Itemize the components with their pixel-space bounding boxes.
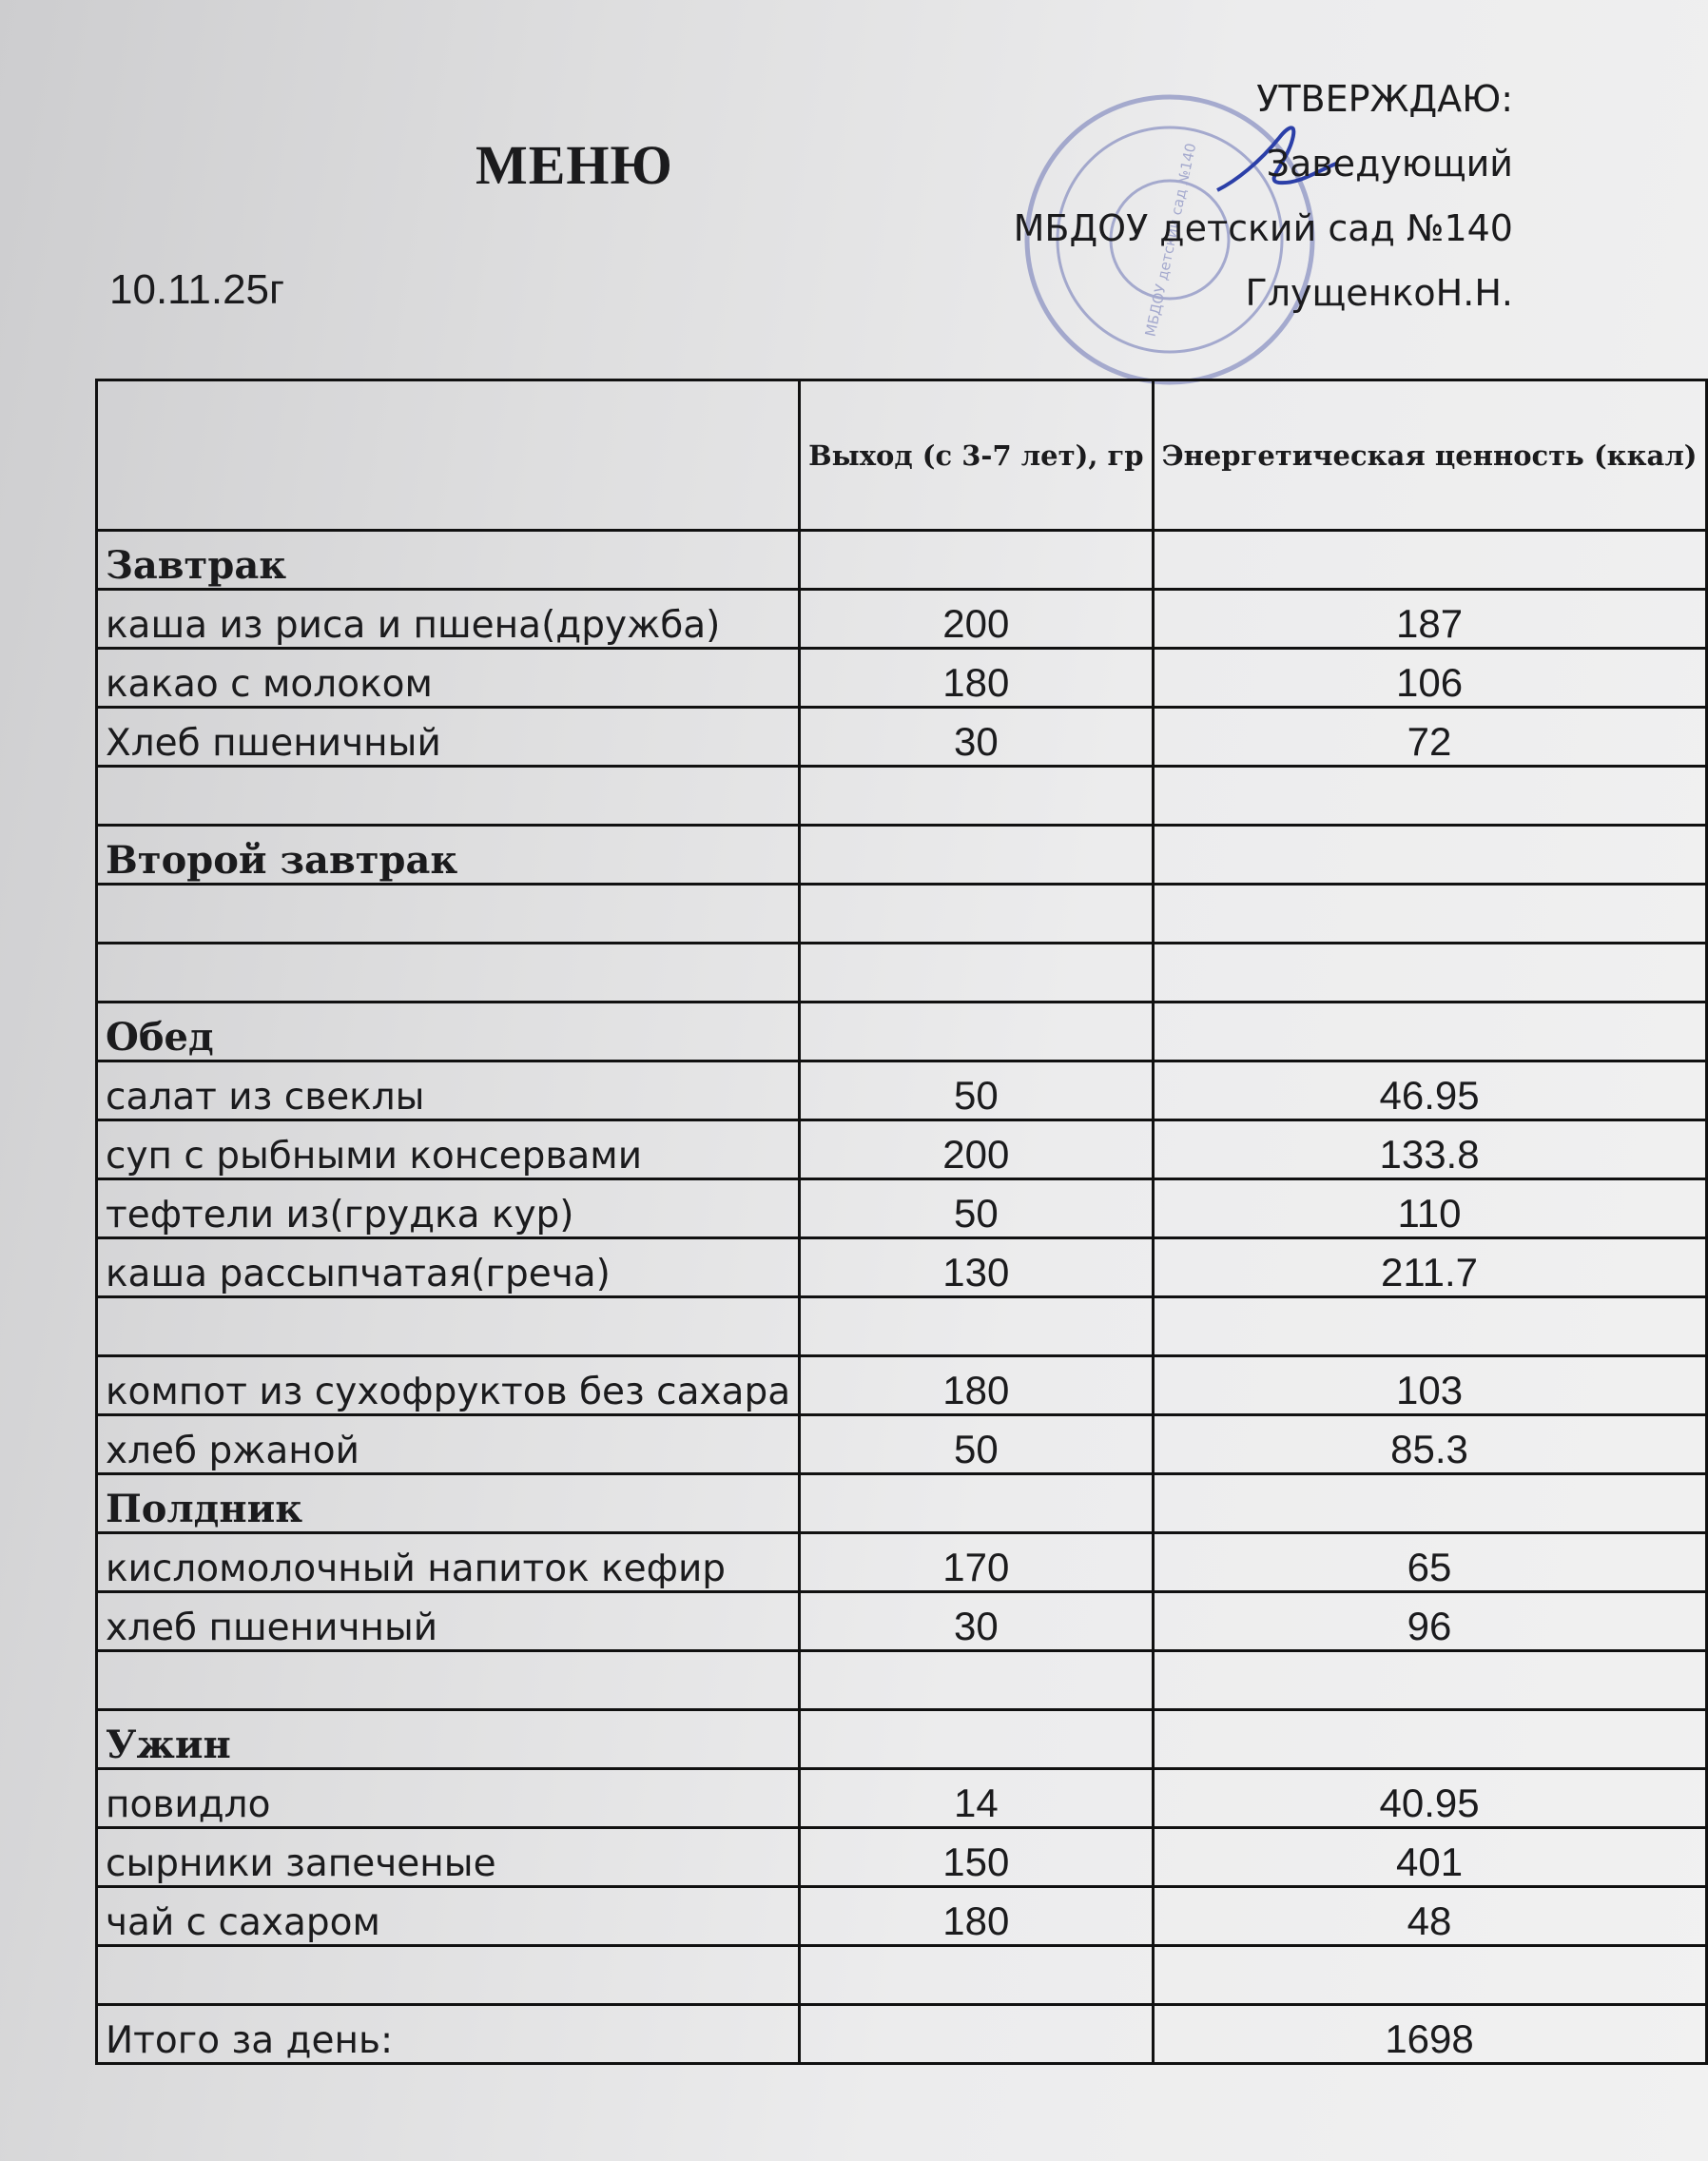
energy-cell: 40.95: [1153, 1769, 1706, 1828]
dish-name: повидло: [97, 1769, 800, 1828]
table-row: [97, 1356, 1707, 1415]
energy-cell: [1153, 1946, 1706, 2005]
energy-cell: 211.7: [1153, 1238, 1706, 1297]
dish-name: [97, 885, 800, 944]
table-row: [97, 1061, 1707, 1120]
blank-row: [97, 1297, 1707, 1356]
yield-cell: 200: [800, 1120, 1153, 1179]
meal-section-label: Второй завтрак: [97, 826, 800, 885]
dish-name: суп с рыбными консервами: [97, 1120, 800, 1179]
yield-cell: 50: [800, 1415, 1153, 1474]
meal-section-label: Ужин: [97, 1710, 800, 1769]
yield-cell: 150: [800, 1828, 1153, 1887]
energy-cell: [1153, 944, 1706, 1003]
dish-name: сырники запеченые: [97, 1828, 800, 1887]
energy-cell: 106: [1153, 649, 1706, 708]
energy-cell: [1153, 1474, 1706, 1533]
yield-cell: 200: [800, 590, 1153, 649]
table-row: [97, 708, 1707, 767]
section-row: [97, 531, 1707, 590]
meal-section-label: Полдник: [97, 1474, 800, 1533]
energy-cell: 103: [1153, 1356, 1706, 1415]
yield-cell: 180: [800, 1356, 1153, 1415]
dish-name: каша рассыпчатая(греча): [97, 1238, 800, 1297]
dish-name: компот из сухофруктов без сахара: [97, 1356, 800, 1415]
dish-name: хлеб ржаной: [97, 1415, 800, 1474]
meal-section-label: Обед: [97, 1003, 800, 1061]
energy-cell: 85.3: [1153, 1415, 1706, 1474]
dish-name: хлеб пшеничный: [97, 1592, 800, 1651]
yield-cell: [800, 1297, 1153, 1356]
yield-cell: 180: [800, 1887, 1153, 1946]
yield-cell: [800, 1003, 1153, 1061]
table-row: [97, 1592, 1707, 1651]
energy-cell: [1153, 531, 1706, 590]
section-row: [97, 1003, 1707, 1061]
energy-cell: [1153, 1003, 1706, 1061]
energy-cell: 48: [1153, 1887, 1706, 1946]
dish-name: каша из риса и пшена(дружба): [97, 590, 800, 649]
table-row: [97, 590, 1707, 649]
dish-name: [97, 1651, 800, 1710]
dish-name: чай с сахаром: [97, 1887, 800, 1946]
yield-cell: 170: [800, 1533, 1153, 1592]
yield-cell: [800, 1474, 1153, 1533]
total-row: [97, 2005, 1707, 2064]
table-row: [97, 1179, 1707, 1238]
section-row: [97, 826, 1707, 885]
approval-block: [1014, 67, 1513, 325]
blank-row: [97, 944, 1707, 1003]
yield-cell: 30: [800, 1592, 1153, 1651]
dish-name: [97, 944, 800, 1003]
dish-name: кисломолочный напиток кефир: [97, 1533, 800, 1592]
table-row: [97, 1120, 1707, 1179]
yield-cell: [800, 1710, 1153, 1769]
table-row: [97, 1887, 1707, 1946]
energy-cell: 65: [1153, 1533, 1706, 1592]
page-title: МЕНЮ: [476, 134, 673, 196]
dish-name: Хлеб пшеничный: [97, 708, 800, 767]
energy-cell: 187: [1153, 590, 1706, 649]
yield-cell: [800, 885, 1153, 944]
energy-cell: 46.95: [1153, 1061, 1706, 1120]
yield-cell: 14: [800, 1769, 1153, 1828]
blank-row: [97, 1946, 1707, 2005]
menu-date: 10.11.25г: [109, 266, 285, 313]
total-energy-cell: 1698: [1153, 2005, 1706, 2064]
yield-cell: 30: [800, 708, 1153, 767]
meal-section-label: Завтрак: [97, 531, 800, 590]
yield-cell: 50: [800, 1179, 1153, 1238]
dish-name: [97, 1946, 800, 2005]
yield-cell: 130: [800, 1238, 1153, 1297]
approve-line: УТВЕРЖДАЮ:: [1256, 78, 1513, 120]
stamp-text: МБДОУ детский сад №140: [1141, 141, 1200, 339]
yield-cell: [800, 2005, 1153, 2064]
energy-cell: 110: [1153, 1179, 1706, 1238]
yield-cell: [800, 826, 1153, 885]
blank-row: [97, 767, 1707, 826]
table-row: [97, 1828, 1707, 1887]
blank-row: [97, 885, 1707, 944]
header-empty-cell: [97, 380, 800, 531]
yield-cell: [800, 1651, 1153, 1710]
energy-header: Энергетическая ценность (ккал): [1153, 380, 1706, 531]
energy-cell: [1153, 767, 1706, 826]
dish-name: Итого за день:: [97, 2005, 800, 2064]
table-row: [97, 649, 1707, 708]
blank-row: [97, 1651, 1707, 1710]
dish-name: салат из свеклы: [97, 1061, 800, 1120]
energy-cell: 72: [1153, 708, 1706, 767]
approve-line: ГлущенкоН.Н.: [1245, 272, 1513, 314]
yield-cell: [800, 944, 1153, 1003]
energy-cell: [1153, 885, 1706, 944]
approve-line: Заведующий: [1266, 143, 1513, 185]
energy-cell: [1153, 826, 1706, 885]
table-row: [97, 1415, 1707, 1474]
dish-name: тефтели из(грудка кур): [97, 1179, 800, 1238]
menu-table: [95, 379, 1708, 2065]
energy-cell: [1153, 1297, 1706, 1356]
energy-cell: [1153, 1710, 1706, 1769]
yield-cell: [800, 531, 1153, 590]
dish-name: [97, 767, 800, 826]
table-row: [97, 1238, 1707, 1297]
approve-line: МБДОУ детский сад №140: [1013, 207, 1513, 249]
yield-cell: 50: [800, 1061, 1153, 1120]
energy-cell: 96: [1153, 1592, 1706, 1651]
energy-cell: 401: [1153, 1828, 1706, 1887]
table-header-row: [97, 380, 1707, 531]
section-row: [97, 1710, 1707, 1769]
yield-cell: 180: [800, 649, 1153, 708]
yield-cell: [800, 767, 1153, 826]
yield-header: Выход (с 3-7 лет), гр: [800, 380, 1153, 531]
yield-cell: [800, 1946, 1153, 2005]
table-row: [97, 1533, 1707, 1592]
section-row: [97, 1474, 1707, 1533]
dish-name: [97, 1297, 800, 1356]
energy-cell: 133.8: [1153, 1120, 1706, 1179]
dish-name: какао с молоком: [97, 649, 800, 708]
table-row: [97, 1769, 1707, 1828]
energy-cell: [1153, 1651, 1706, 1710]
